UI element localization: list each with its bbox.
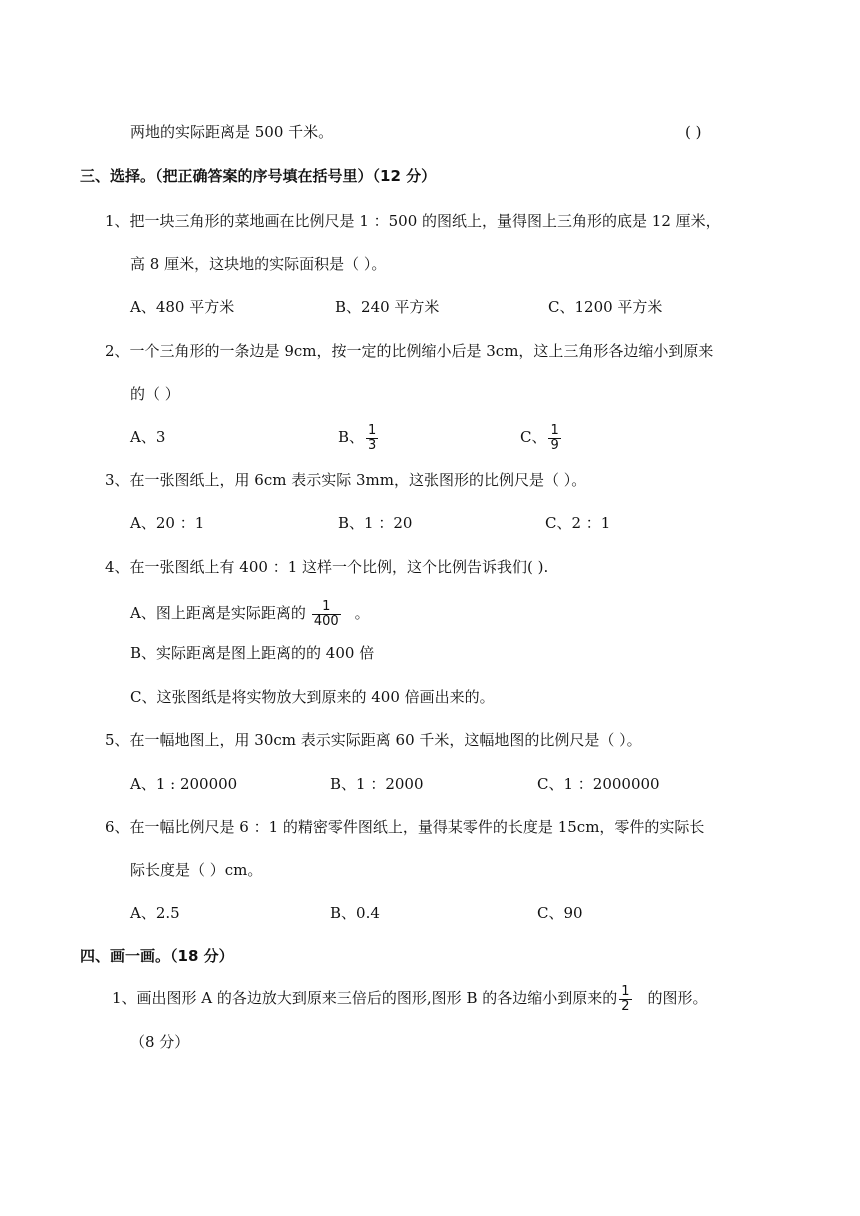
option-c: C、1 ：2000000	[537, 775, 660, 793]
option-c	[520, 414, 563, 460]
option-c: C、这张图纸是将实物放大到原来的 400 倍画出来的。	[130, 688, 495, 706]
option-a-text: A、图上距离是实际距离的	[130, 604, 306, 622]
option-c: C、1200 平方米	[548, 298, 663, 316]
fraction-denominator: 2	[621, 998, 630, 1014]
question-2-line-2: 的（ ）	[130, 385, 180, 403]
option-c-label: C、	[520, 428, 547, 446]
fraction-numerator: 1	[368, 422, 377, 438]
option-a	[130, 590, 370, 636]
question-3-line-1: 3、在一张图纸上，用 6cm 表示实际 3mm，这张图形的比例尺是（ ）。	[105, 471, 587, 489]
option-b: B、0.4	[330, 904, 380, 922]
fraction	[619, 985, 631, 1014]
question-4-line-1: 4、在一张图纸上有 400 ：1 这样一个比例，这个比例告诉我们( ).	[105, 558, 549, 576]
question-2-line-1: 2、一个三角形的一条边是 9cm，按一定的比例缩小后是 3cm，这上三角形各边缩小到原来	[105, 342, 714, 360]
option-a: A、1 : 200000	[130, 775, 238, 793]
option-b: B、实际距离是图上距离的的 400 倍	[130, 644, 375, 662]
fraction-denominator: 9	[550, 437, 559, 453]
section-heading: 三、选择。（把正确答案的序号填在括号里）（12 分）	[80, 167, 437, 185]
question-1-line-2: 高 8 厘米，这块地的实际面积是（ ）。	[130, 255, 387, 273]
option-c: C、90	[537, 904, 583, 922]
fraction	[366, 424, 378, 453]
option-a: A、3	[130, 428, 166, 446]
question-text: 1、画出图形 A 的各边放大到原来三倍后的图形,图形 B 的各边缩小到原来的	[112, 989, 618, 1007]
question-1-line-1: 1、把一块三角形的菜地画在比例尺是 1 ：500 的图纸上，量得图上三角形的底是 12 厘米，	[105, 212, 721, 230]
question-6-line-1: 6、在一幅比例尺是 6 ：1 的精密零件图纸上，量得某零件的长度是 15cm，零件的实际长	[105, 818, 705, 836]
option-b	[338, 414, 380, 460]
fraction	[548, 424, 560, 453]
option-b: B、1 ：20	[338, 514, 413, 532]
fraction-denominator: 400	[313, 613, 339, 629]
option-b: B、1 ：2000	[330, 775, 424, 793]
fraction-denominator: 3	[368, 437, 377, 453]
option-a: A、2.5	[130, 904, 180, 922]
fraction-numerator: 1	[550, 422, 559, 438]
fraction	[312, 600, 341, 629]
section-heading: 四、画一画。（18 分）	[80, 947, 234, 965]
score-note: （8 分）	[130, 1033, 190, 1051]
question-text-suffix: 的图形。	[647, 989, 708, 1007]
option-a-period: 。	[354, 604, 370, 622]
option-c: C、2 ：1	[545, 514, 611, 532]
fraction-numerator: 1	[621, 983, 630, 999]
answer-parenthesis: ( )	[685, 123, 702, 141]
question-text: 两地的实际距离是 500 千米。	[130, 123, 334, 141]
option-b: B、240 平方米	[335, 298, 440, 316]
option-a: A、480 平方米	[130, 298, 235, 316]
question-1-line-1	[112, 975, 708, 1021]
option-a: A、20 ：1	[130, 514, 205, 532]
question-6-line-2: 际长度是（ ）cm。	[130, 861, 263, 879]
fraction-numerator: 1	[322, 598, 331, 614]
option-b-label: B、	[338, 428, 365, 446]
question-5-line-1: 5、在一幅地图上，用 30cm 表示实际距离 60 千米，这幅地图的比例尺是（ ）。	[105, 731, 642, 749]
